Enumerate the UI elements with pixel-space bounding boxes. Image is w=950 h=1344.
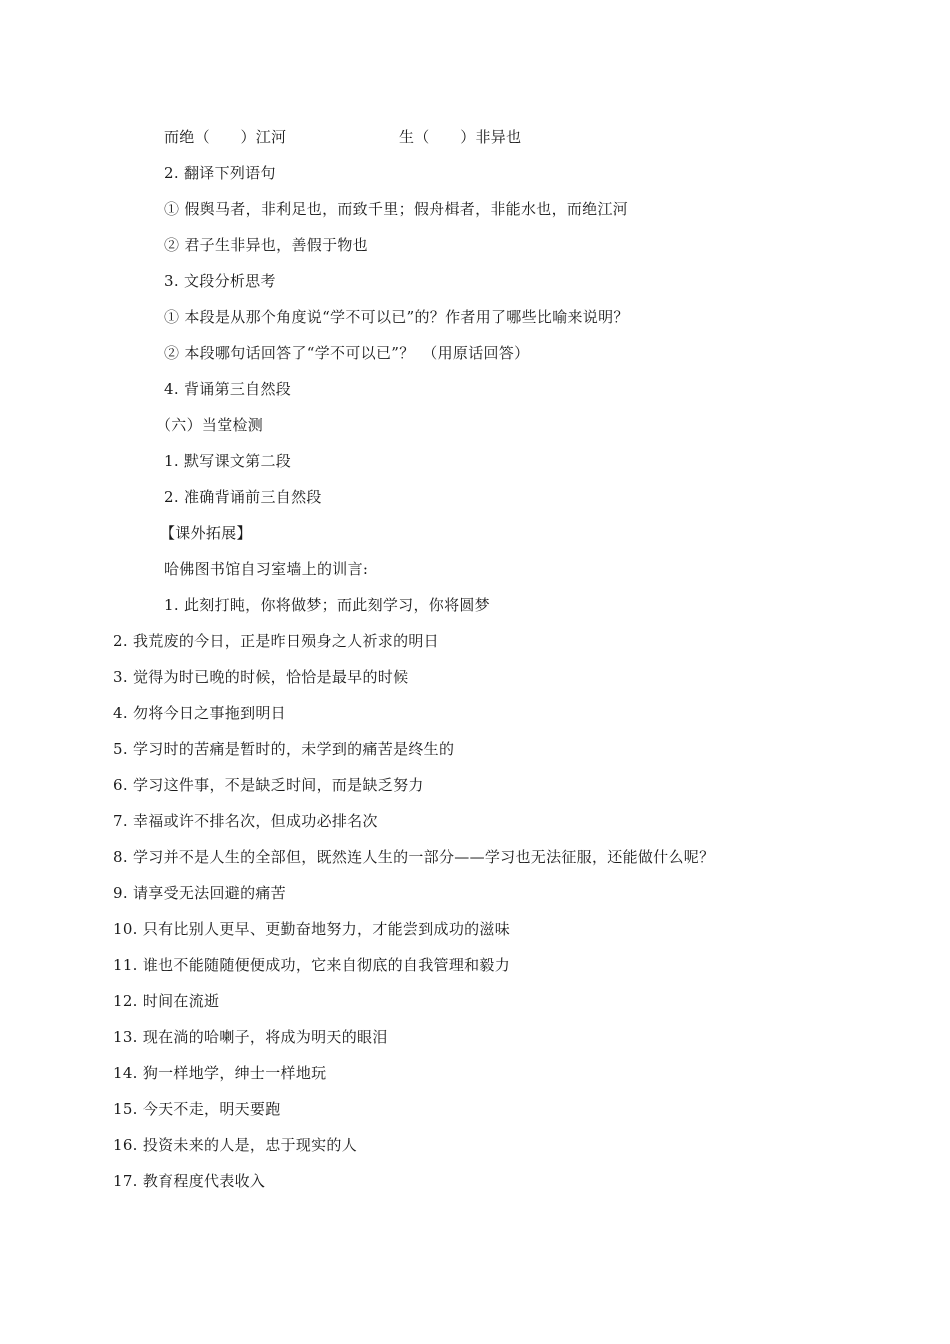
motto-item: 6. 学习这件事，不是缺乏时间，而是缺乏努力 bbox=[113, 776, 424, 794]
motto-item: 9. 请享受无法回避的痛苦 bbox=[113, 884, 286, 902]
motto-item: 13. 现在淌的哈喇子，将成为明天的眼泪 bbox=[113, 1028, 388, 1046]
blank-fill-jiang-he: 而绝（ ）江河 bbox=[164, 128, 287, 146]
extension-heading: 【课外拓展】 bbox=[160, 524, 252, 542]
analysis-question-2: ② 本段哪句话回答了“学不可以已”？ （用原话回答） bbox=[164, 344, 530, 362]
class-test-item-2: 2. 准确背诵前三自然段 bbox=[164, 488, 322, 506]
translate-heading: 2. 翻译下列语句 bbox=[164, 164, 276, 182]
blank-fill-fei-yi: 生（ ）非异也 bbox=[399, 128, 522, 146]
motto-item: 16. 投资未来的人是，忠于现实的人 bbox=[113, 1136, 358, 1154]
motto-item: 14. 狗一样地学，绅士一样地玩 bbox=[113, 1064, 327, 1082]
motto-item: 12. 时间在流逝 bbox=[113, 992, 220, 1010]
recite-task: 4. 背诵第三自然段 bbox=[164, 380, 292, 398]
motto-item: 17. 教育程度代表收入 bbox=[113, 1172, 266, 1190]
analysis-question-1: ① 本段是从那个角度说“学不可以已”的？作者用了哪些比喻来说明？ bbox=[164, 308, 629, 326]
motto-item: 10. 只有比别人更早、更勤奋地努力，才能尝到成功的滋味 bbox=[113, 920, 511, 938]
motto-item: 15. 今天不走，明天要跑 bbox=[113, 1100, 281, 1118]
motto-item: 5. 学习时的苦痛是暂时的，未学到的痛苦是终生的 bbox=[113, 740, 455, 758]
harvard-intro: 哈佛图书馆自习室墙上的训言: bbox=[164, 560, 369, 578]
class-test-item-1: 1. 默写课文第二段 bbox=[164, 452, 292, 470]
motto-item: 3. 觉得为时已晚的时候，恰恰是最早的时候 bbox=[113, 668, 409, 686]
motto-item: 2. 我荒废的今日，正是昨日殒身之人祈求的明日 bbox=[113, 632, 439, 650]
translate-sentence-2: ② 君子生非异也，善假于物也 bbox=[164, 236, 368, 254]
translate-sentence-1: ① 假舆马者，非利足也，而致千里；假舟楫者，非能水也，而绝江河 bbox=[164, 200, 629, 218]
analysis-heading: 3. 文段分析思考 bbox=[164, 272, 276, 290]
motto-item: 7. 幸福或许不排名次，但成功必排名次 bbox=[113, 812, 378, 830]
motto-item: 1. 此刻打盹，你将做梦；而此刻学习，你将圆梦 bbox=[164, 596, 490, 614]
motto-item: 11. 谁也不能随随便便成功，它来自彻底的自我管理和毅力 bbox=[113, 956, 511, 974]
motto-item: 8. 学习并不是人生的全部但，既然连人生的一部分——学习也无法征服，还能做什么呢？ bbox=[113, 848, 715, 866]
motto-item: 4. 勿将今日之事拖到明日 bbox=[113, 704, 286, 722]
section-heading-class-test: （六）当堂检测 bbox=[156, 416, 264, 434]
